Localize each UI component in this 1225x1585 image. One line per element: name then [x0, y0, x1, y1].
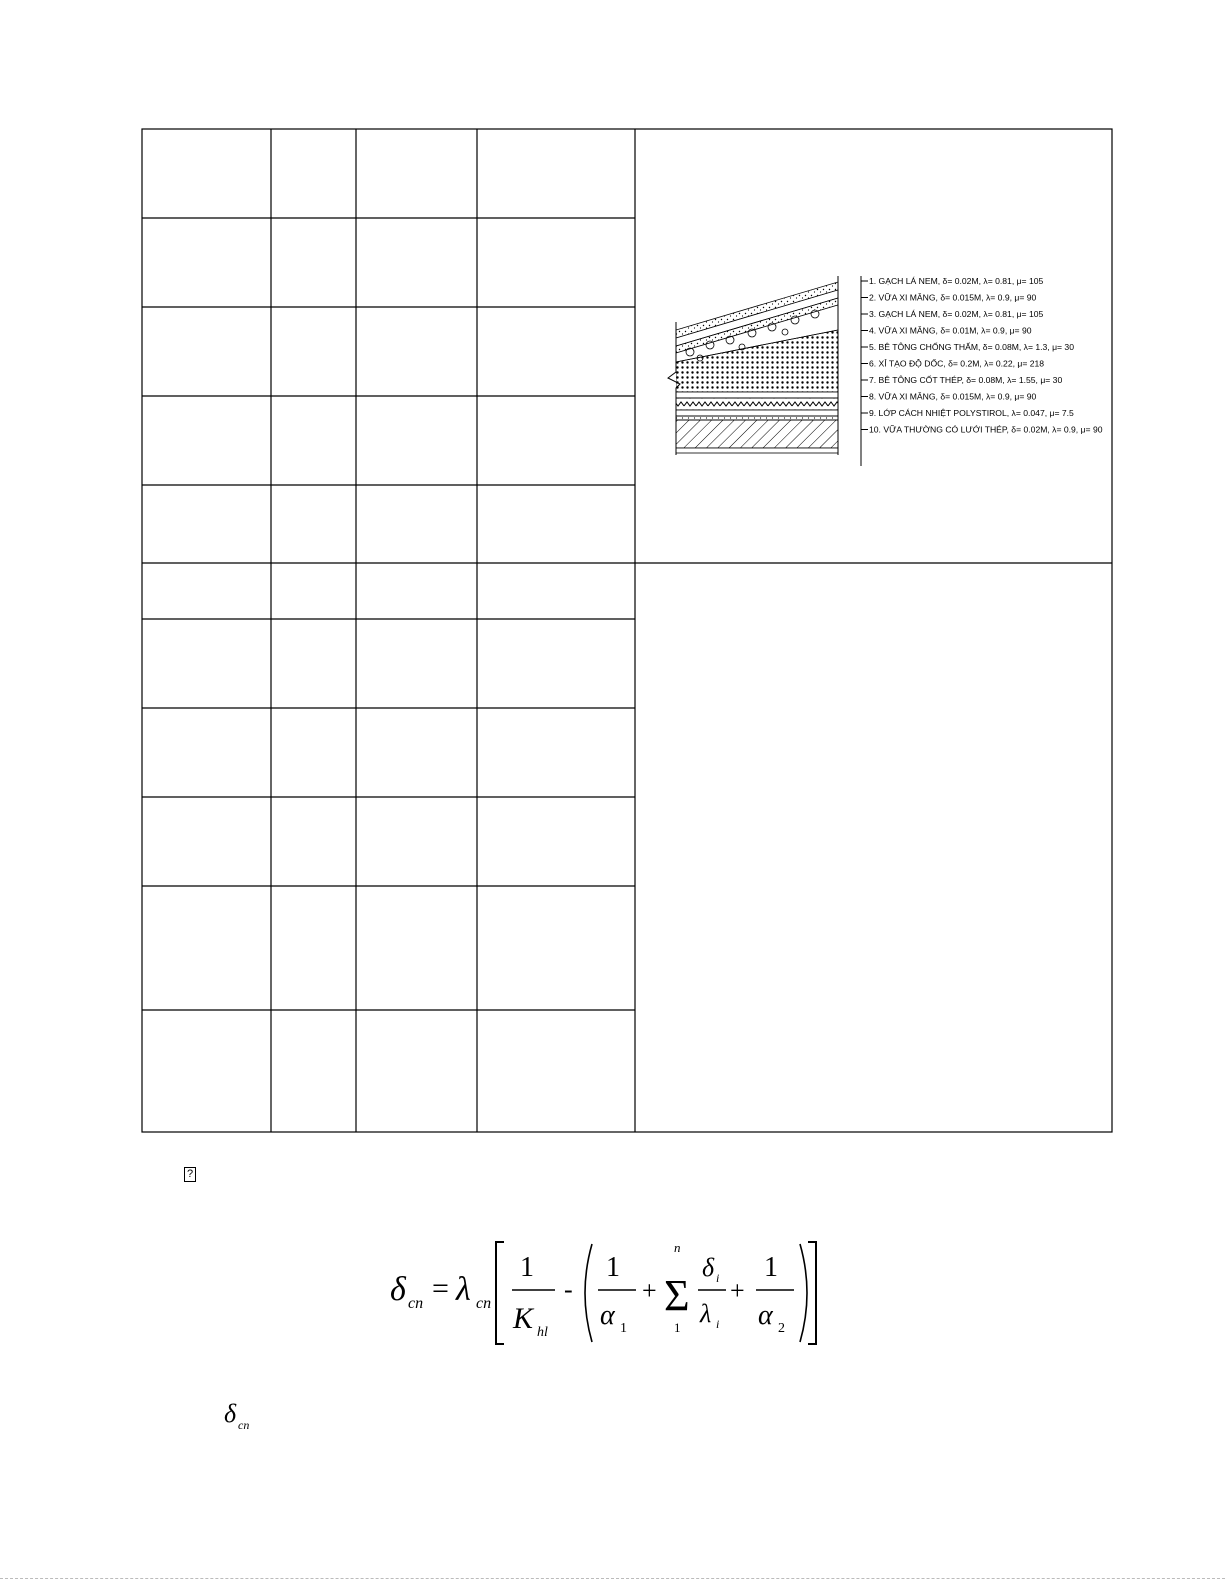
left-paren: [585, 1244, 592, 1342]
alpha-symbol: α: [758, 1300, 773, 1331]
delta-subscript: cn: [408, 1295, 424, 1312]
delta-symbol: δ: [224, 1399, 237, 1428]
k-symbol: K: [513, 1302, 534, 1335]
legend-item: 3. GẠCH LÁ NEM, δ= 0.02M, λ= 0.81, μ= 105: [869, 309, 1044, 319]
right-bracket: [808, 1242, 816, 1344]
sum-upper-limit: n: [674, 1240, 681, 1255]
fraction-numerator: 1: [520, 1252, 534, 1283]
formula: [380, 1232, 820, 1352]
lambda-subscript: cn: [476, 1295, 492, 1312]
lambda-i-subscript: i: [716, 1317, 720, 1331]
left-bracket: [496, 1242, 504, 1344]
layer-legend: [869, 276, 1103, 435]
alpha-symbol: α: [600, 1300, 615, 1331]
legend-item: 2. VỮA XI MĂNG, δ= 0.015M, λ= 0.9, μ= 90: [869, 292, 1037, 303]
legend-item: 4. VỮA XI MĂNG, δ= 0.01M, λ= 0.9, μ= 90: [869, 325, 1032, 336]
page-footer-line: [0, 1578, 1225, 1579]
sum-symbol: Σ: [664, 1271, 690, 1320]
legend-item: 9. LỚP CÁCH NHIỆT POLYSTIROL, λ= 0.047, μ= 7.5: [869, 408, 1074, 418]
delta-subscript: cn: [238, 1418, 250, 1432]
right-paren: [800, 1244, 807, 1342]
k-subscript: hl: [537, 1325, 548, 1340]
delta-symbol: δ: [390, 1271, 406, 1308]
alpha2-subscript: 2: [778, 1321, 785, 1336]
legend-item: 7. BÊ TÔNG CỐT THÉP, δ= 0.08M, λ= 1.55, μ= 30: [869, 375, 1063, 385]
legend-ticks: [861, 281, 868, 430]
delta-i-symbol: δ: [702, 1253, 715, 1282]
minus-sign: -: [564, 1275, 573, 1304]
legend-item: 5. BÊ TÔNG CHỐNG THẤM, δ= 0.08M, λ= 1.3, μ= 30: [869, 342, 1074, 352]
fraction-numerator: 1: [606, 1252, 620, 1283]
legend-item: 10. VỮA THƯỜNG CÓ LƯỚI THÉP, δ= 0.02M, λ= 0.9, μ= 90: [869, 424, 1103, 435]
equals-sign: =: [432, 1272, 449, 1305]
lambda-symbol: λ: [456, 1271, 471, 1308]
lambda-i-symbol: λ: [700, 1299, 712, 1328]
plus-sign: +: [642, 1276, 657, 1305]
delta-i-subscript: i: [716, 1271, 720, 1285]
legend-item: 8. VỮA XI MĂNG, δ= 0.015M, λ= 0.9, μ= 90: [869, 391, 1037, 402]
legend-item: 1. GẠCH LÁ NEM, δ= 0.02M, λ= 0.81, μ= 105: [869, 276, 1044, 286]
alpha1-subscript: 1: [620, 1321, 627, 1336]
legend-item: 6. XỈ TẠO ĐỘ DỐC, δ= 0.2M, λ= 0.22, μ= 218: [869, 358, 1045, 369]
fraction-numerator: 1: [764, 1252, 778, 1283]
delta-cn-symbol: [218, 1396, 268, 1436]
missing-glyph-box: ?: [184, 1167, 196, 1182]
roof-section-drawing: [676, 282, 838, 453]
plus-sign: +: [730, 1276, 745, 1305]
sum-lower-limit: 1: [674, 1320, 681, 1335]
